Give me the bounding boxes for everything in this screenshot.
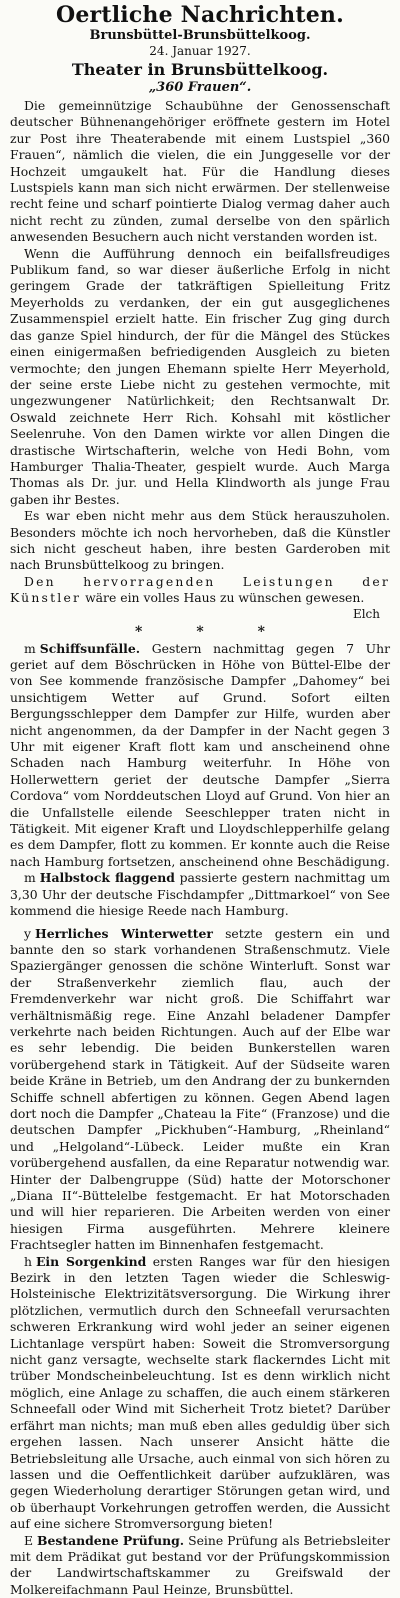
section-divider	[135, 625, 265, 639]
locality-heading: Brunsbüttel-Brunsbüttelkoog.	[89, 28, 311, 43]
news-item-shipping-accidents	[10, 641, 390, 871]
item-prefix: m	[24, 870, 36, 886]
paragraph: Es war eben nicht mehr aus dem Stück herauszuholen. Besonders möchte ich noch hervorheben, daß die Künstler sich nicht gescheut haben, ihre besten Garderoben mit nach Brunsbüttelkoog zu bringen.	[10, 508, 390, 573]
divider-star: *	[135, 623, 143, 640]
item-heading: Halbstock flaggend	[39, 870, 175, 886]
paragraph: Die gemeinnützige Schaubühne der Genossenschaft deutscher Bühnenangehöriger eröffnete gestern im Hotel zur Post ihre Theaterabende mit einem Lustspiel „360 Frauen“, nämlich die vielen, die ein Junggeselle vor der Hochzeit umgaukelt hat. Für die Handlung dieses Lustspiels kann man sich nicht erwärmen. Der stellenweise recht feine und scharf pointierte Dialog vermag daher auch nicht recht zu zünden, zumal derselbe von den spärlich anwesenden Besuchern auch nicht verstanden worden ist.	[10, 98, 390, 245]
item-text: ersten Ranges war für den hiesigen Bezirk in den letzten Tagen wieder die Schleswig-Holsteinische Elektrizitätsversorgung. Die Wirkung ihrer plötzlichen, vermutlich durch den Schneefall verursachten schweren Erkrankung wird wohl jeder an seiner eigenen Lichtanlage verspürt haben: Soweit die Stromversorgung nicht ganz versagte, wechselte stark flackerndes Licht mit trüber Mondscheinbeleuchtung. Ist es denn wirklich nicht möglich, eine Anlage zu schaffen, die auch einem stärkeren Schneefall oder Wind mit Sicherheit Trotz bietet? Darüber erfährt man nichts; man muß eben alles geduldig über sich ergehen lassen. Nach unserer Ansicht hätte die Betriebsleitung alle Ursache, auch einmal von sich hören zu lassen und die Oeffentlichkeit darüber aufzuklären, was gegen Wiederholung derartiger Störungen getan wird, und ob überhaupt Vorkehrungen getroffen werden, die Aussicht auf eine sichere Stromversorgung bieten!	[10, 1253, 391, 1532]
news-item-power-supply	[10, 1254, 390, 1533]
item-text: setzte gestern ein und bannte den so stark vorhandenen Straßenschmutz. Viele Spaziergänger genossen die schöne Winterluft. Sonst war der Straßenverkehr ziemlich flau, auch der Fremdenverkehr war nicht groß. Die Schiffahrt war verhältnismäßig rege. Eine Anzahl beladener Dampfer verkehrte nach beiden Richtungen. Auch auf der Elbe war es sehr lebendig. Die beiden Bunkerstellen waren vorübergehend stark in Tätigkeit. Auf der Südseite waren beide Kräne in Betrieb, um den Andrang der zu bunkernden Schiffe schnell abfertigen zu können. Gegen Abend lagen dort noch die Dampfer „Chateau la Fite“ (Franzose) und die deutschen Dampfer „Pickhuben“-Hamburg, „Rheinland“ und „Helgoland“-Lübeck. Leider mußte ein Kran vorübergehend ausfallen, da eine Reparatur notwendig war. Hinter der Dalbengruppe (Süd) hatte der Motorschoner „Diana II“-Büttelelbe festgemacht. Er hat Motorschaden und will hier reparieren. Die Arbeiten werden von einer hiesigen Firma ausgeführten. Mehrere kleinere Frachtsegler hatten im Binnenhafen festgemacht.	[10, 925, 390, 1253]
paragraph-text: wäre ein volles Haus zu wünschen gewesen.	[85, 590, 365, 606]
item-heading: Schiffsunfälle.	[39, 640, 141, 656]
paragraph	[10, 574, 390, 607]
author-signature: Elch	[352, 606, 380, 621]
item-text: Gestern nachmittag gegen 7 Uhr geriet auf dem Böschrücken in Höhe von Büttel-Elbe der von See kommende französische Dampfer „Dahomey“ bei unsichtigem Wetter auf Grund. Sofort eilten Bergungsschlepper dem Dampfer zur Hilfe, wurden aber nicht angenommen, da der Dampfer in der Nacht gegen 3 Uhr mit eigener Kraft flott kam und anscheinend ohne Schaden nach Hamburg weiterfuhr. In Höhe von Hollerwettern geriet der deutsche Dampfer „Sierra Cordova“ vom Norddeutschen Lloyd auf Grund. Von hier an die Unfallstelle eilende Seeschlepper traten nicht in Tätigkeit. Mit eigener Kraft und Lloydschlepperhilfe gelang es dem Dampfer, flott zu kommen. Er konnte auch die Reise nach Hamburg fortsetzen, anscheinend ohne Beschädigung.	[10, 640, 390, 869]
item-text: passierte gestern nachmittag um 3,30 Uhr der deutsche Fischdampfer „Dittmarkoel“ von See kommend die hiesige Reede nach Hamburg.	[10, 870, 390, 919]
item-heading: Herrliches Winterwetter	[35, 925, 213, 941]
item-heading: Bestandene Prüfung.	[37, 1532, 185, 1548]
paragraph: Wenn die Aufführung dennoch ein beifallsfreudiges Publikum fand, so war dieser äußerliche Erfolg in nicht geringem Grade der tatkräftigen Spielleitung Fritz Meyerholds zu verdanken, der ein gut ausgeglichenes Zusammenspiel erzielt hatte. Ein frischer Zug ging durch das ganze Spiel hindurch, der für die Mängel des Stückes einen einigermaßen befriedigenden Ausgleich zu bieten vermochte; den jungen Ehemann spielte Herr Meyerhold, der seine erste Liebe nicht zu gestehen vermochte, mit ungezwungener Natürlichkeit; den Rechtsanwalt Dr. Oswald zeichnete Herr Rich. Kohsahl mit köstlicher Seelenruhe. Von den Damen wirkte vor allen Dingen die drastische Wirtschafterin, welche von Hedi Bohn, vom Hamburger Thalia-Theater, gespielt wurde. Auch Marga Thomas als Dr. jur. und Hella Klindworth als junge Frau gaben ihr Bestes.	[10, 245, 390, 507]
news-item-winter-weather	[10, 926, 390, 1254]
item-text: Seine Prüfung als Betriebsleiter mit dem Prädikat gut bestand vor der Prüfungskommission der Landwirtschaftskammer zu Greifswald der Molkereifachmann Paul Heinze, Brunsbüttel.	[10, 1532, 390, 1597]
item-prefix: m	[24, 640, 36, 656]
article-title-theater: Theater in Brunsbüttelkoog.	[71, 60, 329, 79]
item-prefix: h	[24, 1253, 32, 1269]
divider-star: *	[196, 623, 204, 640]
section-masthead: Oertliche Nachrichten.	[56, 2, 344, 28]
news-item-exam-passed	[10, 1533, 390, 1598]
item-heading: Ein Sorgenkind	[35, 1253, 147, 1269]
article-subtitle-theater: „360 Frauen“.	[148, 80, 252, 95]
local-news-items	[10, 641, 390, 1598]
spaced-emphasis: Den hervorragenden Leistungen der Künstler	[10, 573, 390, 606]
divider-star: *	[257, 623, 265, 640]
item-prefix: E	[24, 1532, 34, 1548]
newspaper-page	[10, 0, 390, 1598]
news-item-half-mast	[10, 870, 390, 919]
dateline: 24. Januar 1927.	[149, 44, 251, 58]
article-body-theater	[10, 98, 390, 621]
item-prefix: y	[24, 925, 31, 941]
